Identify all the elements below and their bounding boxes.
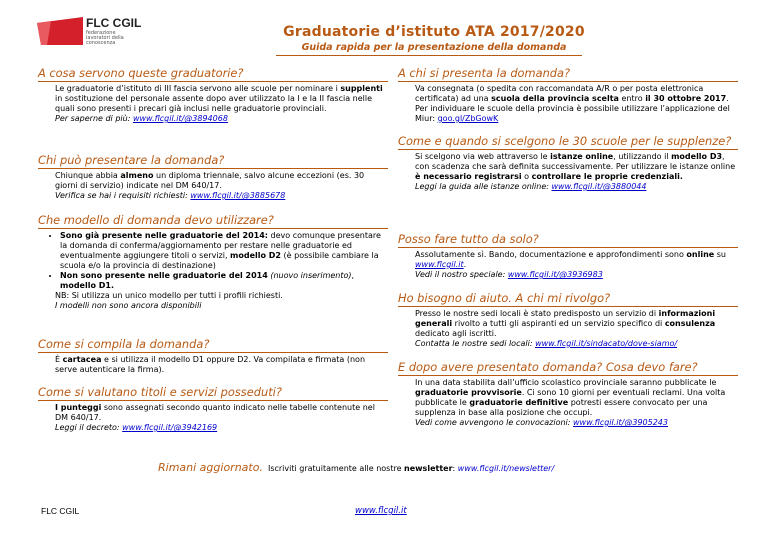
section-purpose: [38, 67, 388, 154]
section-model: [38, 214, 388, 338]
section-title: E dopo avere presentato domanda? Cosa devo fare?: [398, 361, 738, 376]
text: sono assegnati secondo quanto indicato nelle tabelle contenute nel DM 640/17.: [55, 403, 375, 422]
link-3880044[interactable]: www.flcgil.it/@3880044: [551, 182, 647, 191]
link-3905243[interactable]: www.flcgil.it/@3905243: [573, 418, 668, 427]
link-3942169[interactable]: www.flcgil.it/@3942169: [122, 423, 218, 432]
list-item: [60, 271, 388, 291]
link-3885678[interactable]: www.flcgil.it/@3885678: [190, 191, 286, 200]
link-3936983[interactable]: www.flcgil.it/@3936983: [507, 270, 603, 279]
text-bold: modello D3: [671, 152, 723, 161]
text: , utilizzando il: [613, 152, 672, 161]
text-bold: il 30 ottobre 2017: [645, 94, 727, 103]
section-title: Chi può presentare la domanda?: [38, 154, 388, 169]
text: rivolto a tutti gli aspiranti ed un servizio specifico di: [452, 319, 665, 328]
section-alone: [398, 233, 738, 292]
section-compile: [38, 338, 388, 386]
update-highlight: Rimani aggiornato.: [158, 461, 263, 474]
text-bold: informazioni generali: [415, 309, 716, 328]
text: . Per individuare le scuole della provincia è possibile utilizzare l’applicazione del Miur:: [415, 94, 730, 123]
section-help: [398, 292, 738, 361]
nb-note-2: I modelli non sono ancora disponibili: [55, 301, 202, 310]
section-evaluation: [38, 386, 388, 436]
text-bold: istanze online: [550, 152, 614, 161]
text-italic: (nuovo inserimento): [267, 271, 352, 280]
text: .: [463, 260, 467, 269]
text: in sostituzione del personale assente dopo aver utilizzato la I e la II fascia nelle quali sono presenti i precari già inclusi nelle graduatorie provinciali.: [55, 94, 372, 113]
text-bold: modello D2: [230, 251, 281, 260]
text: :: [452, 464, 458, 473]
section-title: Come e quando si scelgono le 30 scuole per le supplenze?: [398, 135, 738, 150]
text: entro: [618, 94, 646, 103]
text-bold: consulenza: [664, 319, 716, 328]
link-miur-app[interactable]: goo.gl/ZbGowK: [437, 114, 499, 123]
text: Assolutamente sì. Bando, documentazione e approfondimenti sono: [415, 250, 687, 259]
link-label: Vedi come avvengono le convocazioni:: [415, 418, 573, 427]
text-bold: graduatorie provvisorie: [415, 388, 522, 397]
link-flcgil-home[interactable]: www.flcgil.it: [415, 260, 464, 269]
link-label: Leggi la guida alle istanze online:: [415, 182, 552, 191]
text: ,: [351, 271, 355, 280]
right-column: [398, 67, 738, 431]
text-bold: cartacea: [62, 355, 102, 364]
text-bold: I punteggi: [55, 403, 102, 412]
logo-subtitle: federazione lavoratori della conoscenza: [86, 30, 124, 46]
text: . Ci sono 10 giorni per eventuali reclami. Una volta pubblicate le: [415, 388, 726, 407]
link-label: Per saperne di più:: [55, 114, 133, 123]
text-bold: supplenti: [340, 84, 383, 93]
text: su: [714, 250, 726, 259]
left-column: [38, 67, 388, 436]
text: , con scadenza che sarà definita successivamente. Per utilizzare le istanze online: [415, 152, 736, 171]
section-eligibility: [38, 154, 388, 214]
text: Le graduatorie d’istituto di III fascia servono alle scuole per nominare i: [55, 84, 341, 93]
text: Chiunque abbia: [55, 171, 121, 180]
list-item: [60, 231, 388, 271]
link-label: Leggi il decreto:: [55, 423, 123, 432]
nb-note: NB: Si utilizza un unico modello per tutti i profili richiesti.: [55, 291, 283, 300]
text: dedicato agli iscritti.: [415, 329, 497, 338]
section-title: Che modello di domanda devo utilizzare?: [38, 214, 388, 229]
section-30-schools: [398, 135, 738, 233]
text-bold: controllare le proprie credenziali.: [531, 172, 683, 181]
newsletter-line: [158, 461, 554, 474]
text: È: [55, 355, 63, 364]
footer-org: FLC CGIL: [41, 506, 80, 516]
section-title: A cosa servono queste graduatorie?: [38, 67, 388, 82]
footer-site-link[interactable]: www.flcgil.it: [355, 506, 407, 516]
text: o: [521, 172, 532, 181]
text: In una data stabilita dall’ufficio scolastico provinciale saranno pubblicate le: [415, 378, 717, 387]
text: potresti essere convocato per una supplenza in base alla posizione che occupi.: [415, 398, 708, 417]
title-divider: [276, 55, 582, 56]
logo-text: FLC CGIL: [86, 16, 142, 30]
text-bold: scuola della provincia scelta: [491, 94, 619, 103]
section-title: Posso fare tutto da solo?: [398, 233, 738, 248]
text-bold: online: [686, 250, 715, 259]
text-bold: è necessario registrarsi: [415, 172, 522, 181]
section-after: [398, 361, 738, 431]
page-subtitle: Guida rapida per la presentazione della domanda: [301, 42, 567, 53]
text-bold: almeno: [120, 171, 154, 180]
section-title: A chi si presenta la domanda?: [398, 67, 738, 82]
section-title: Ho bisogno di aiuto. A chi mi rivolgo?: [398, 292, 738, 307]
section-title: Come si compila la domanda?: [38, 338, 388, 353]
page-title: Graduatorie d’istituto ATA 2017/2020: [283, 24, 585, 40]
link-dove-siamo[interactable]: www.flcgil.it/sindacato/dove-siamo/: [535, 339, 678, 348]
text-bold: graduatorie definitive: [469, 398, 569, 407]
text-bold: newsletter: [404, 464, 453, 473]
link-3894068[interactable]: www.flcgil.it/@3894068: [132, 114, 228, 123]
text: (è possibile cambiare la scuola e/o la provincia di destinazione): [60, 251, 379, 270]
section-title: Come si valutano titoli e servizi posseduti?: [38, 386, 388, 401]
text: Va consegnata (o spedita con raccomandata A/R o per posta elettronica certificata) ad una: [415, 84, 704, 103]
link-label: Verifica se hai i requisiti richiesti:: [55, 191, 191, 200]
text-bold: Non sono presente nelle graduatorie del 2014: [60, 271, 268, 280]
newsletter-link[interactable]: www.flcgil.it/newsletter/: [457, 464, 555, 473]
text: Si scelgono via web attraverso le: [415, 152, 551, 161]
section-where: [398, 67, 738, 135]
link-label: Contatta le nostre sedi locali:: [415, 339, 536, 348]
text: devo comunque presentare la domanda di conferma/aggiornamento per restare nelle graduatorie ed eventualmente aggiungere titoli o servizi,: [60, 231, 381, 260]
text: Presso le nostre sedi locali è stato predisposto un servizio di: [415, 309, 659, 318]
text: un diploma triennale, salvo alcune eccezioni (es. 30 giorni di servizio) indicate nel DM 640/17.: [55, 171, 365, 190]
link-label: Vedi il nostro speciale:: [415, 270, 508, 279]
text: e si utilizza il modello D1 oppure D2. Va compilata e firmata (non serve autenticare la firma).: [55, 355, 366, 374]
text-bold: Sono già presente nelle graduatorie del 2014:: [60, 231, 268, 240]
text-bold: modello D1.: [60, 281, 114, 290]
text: Iscriviti gratuitamente alle nostre: [267, 464, 405, 473]
